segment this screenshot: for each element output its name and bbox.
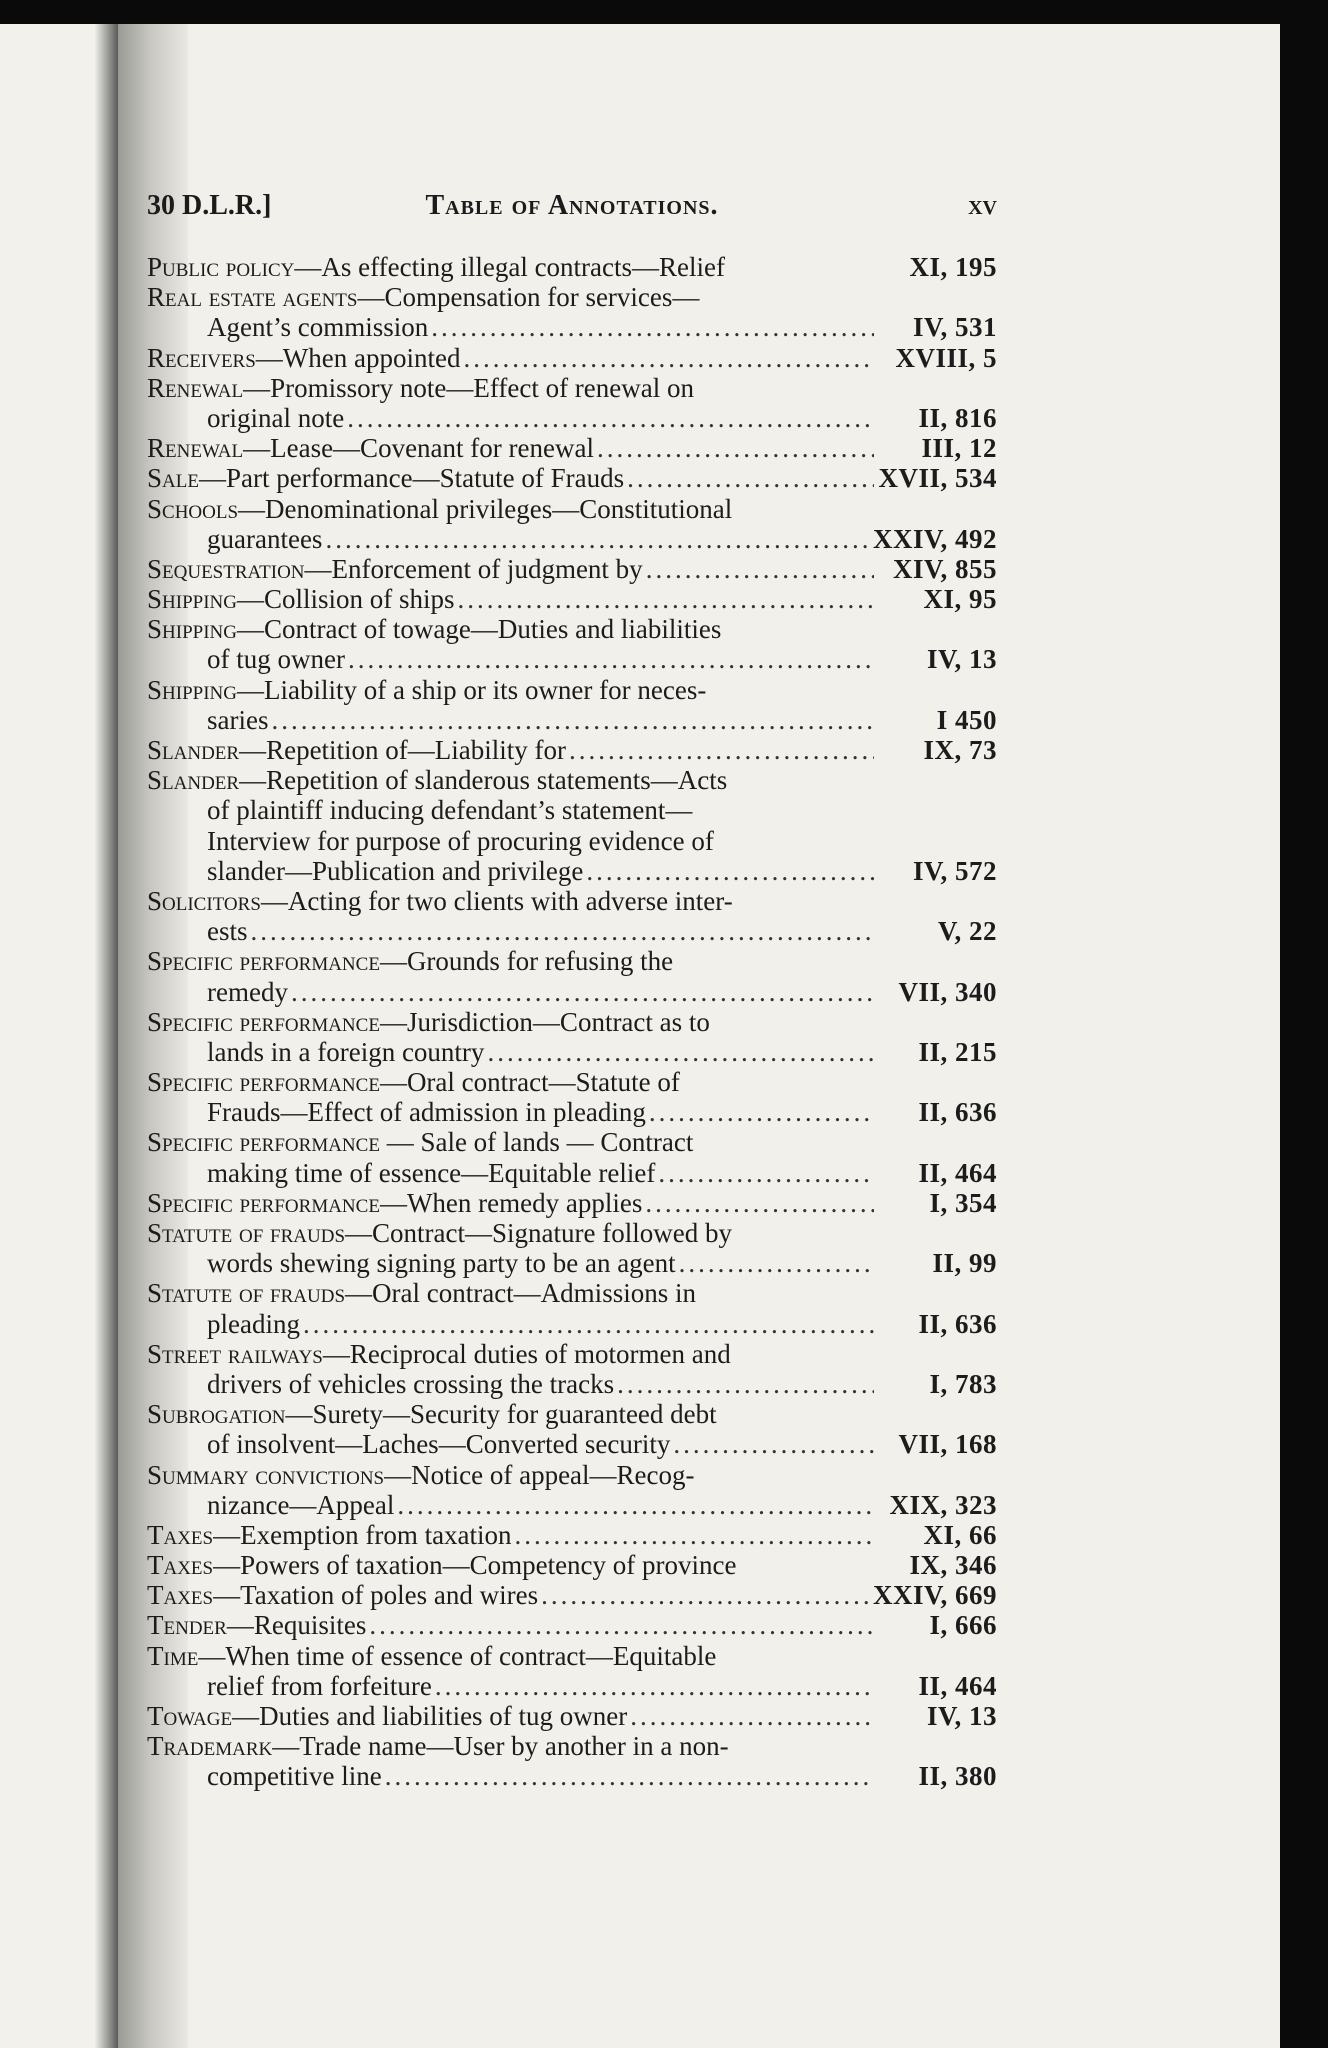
index-entry <box>147 1580 997 1610</box>
entry-keyword: Renewal <box>147 372 244 403</box>
dot-leader <box>569 735 874 765</box>
entry-description: —Contract of towage—Duties and liabilities <box>236 614 722 645</box>
entry-description: —Liability of a ship or its owner for neces- <box>236 674 707 705</box>
index-entry <box>147 1641 997 1701</box>
entry-description: of insolvent—Laches—Converted security <box>207 1429 671 1460</box>
volume-page-reference: XI, 66 <box>923 1519 997 1550</box>
entry-line <box>147 1580 997 1610</box>
index-entry <box>147 1339 997 1399</box>
entry-line <box>147 1641 997 1671</box>
entry-text <box>147 1731 729 1761</box>
entry-description: —Oral contract—Statute of <box>379 1067 680 1098</box>
entry-description: saries <box>207 704 269 735</box>
entry-line <box>147 1520 997 1550</box>
entry-line <box>147 735 997 765</box>
dot-leader <box>385 1761 874 1791</box>
entry-keyword: Shipping <box>147 674 237 705</box>
volume-page-reference: II, 816 <box>918 402 997 433</box>
entry-keyword: Taxes <box>147 1580 214 1611</box>
entry-description: —Compensation for services— <box>357 282 700 313</box>
entry-description: —Repetition of slanderous statements—Acts <box>239 765 728 796</box>
dot-leader <box>303 1309 874 1339</box>
entry-keyword: Trademark <box>147 1731 273 1762</box>
entry-text <box>207 312 428 342</box>
dot-leader <box>291 977 874 1007</box>
entry-description: —Collision of ships <box>236 584 455 615</box>
entry-line <box>147 1610 997 1640</box>
entry-text <box>207 1248 676 1278</box>
volume-page-reference: IV, 13 <box>926 1701 997 1731</box>
entry-continuation-line <box>147 1490 997 1520</box>
entry-text <box>207 1158 655 1188</box>
entry-line <box>147 886 997 916</box>
entry-text <box>207 705 268 735</box>
dot-leader <box>435 1671 874 1701</box>
entry-description: —Enforcement of judgment by <box>304 553 643 584</box>
volume-page-reference: II, 636 <box>918 1097 997 1128</box>
entry-continuation-line <box>147 1369 997 1399</box>
entry-description: Agent’s commission <box>207 312 429 343</box>
entry-description: —Grounds for refusing the <box>379 946 674 977</box>
entry-text <box>147 1218 732 1248</box>
index-entry <box>147 554 997 584</box>
index-entry <box>147 1188 997 1218</box>
entry-line <box>147 765 997 795</box>
entry-text <box>147 463 624 493</box>
volume-page-reference: II, 636 <box>918 1308 997 1339</box>
volume-page-reference: II, 464 <box>918 1157 997 1188</box>
index-entry <box>147 886 997 946</box>
index-entry <box>147 1520 997 1550</box>
entry-description: —Denominational privileges—Constitutional <box>238 493 733 524</box>
index-entry <box>147 1701 997 1731</box>
dot-leader <box>458 584 875 614</box>
entry-keyword: Solicitors <box>147 885 261 916</box>
entry-keyword: Street railways <box>147 1338 323 1369</box>
entry-text <box>147 1550 737 1580</box>
dot-leader <box>649 1097 874 1127</box>
dot-leader <box>673 1429 874 1459</box>
entry-description: drivers of vehicles crossing the tracks <box>207 1368 615 1399</box>
entry-text <box>207 1490 394 1520</box>
volume-page-reference: I, 354 <box>929 1187 997 1218</box>
dot-leader <box>617 1369 874 1399</box>
entry-line <box>147 343 997 373</box>
entry-description: —When appointed <box>255 342 461 373</box>
entry-keyword: Subrogation <box>147 1399 286 1430</box>
entry-text <box>207 826 714 856</box>
entry-description: — Sale of lands — Contract <box>379 1127 694 1158</box>
entry-description: —Notice of appeal—Recog- <box>384 1459 695 1490</box>
entry-keyword: Taxes <box>147 1519 214 1550</box>
entry-text <box>207 1309 300 1339</box>
dot-leader <box>627 463 874 493</box>
volume-page-reference: XIV, 855 <box>892 553 997 584</box>
entry-description: —Promissory note—Effect of renewal on <box>243 372 695 403</box>
entry-description: —Jurisdiction—Contract as to <box>379 1006 710 1037</box>
entry-text <box>147 1580 538 1610</box>
entry-text <box>207 1037 484 1067</box>
entry-description: —As effecting illegal contracts—Relief <box>294 252 725 282</box>
entry-keyword: Sequestration <box>147 553 305 584</box>
facing-page-edge <box>0 24 118 2048</box>
entry-line <box>147 584 997 614</box>
entry-line <box>147 1127 997 1157</box>
entry-keyword: Slander <box>147 765 240 796</box>
entry-text <box>147 1399 717 1429</box>
entry-text <box>147 1610 366 1640</box>
dot-leader <box>487 1037 874 1067</box>
dot-leader <box>597 433 874 463</box>
entry-text <box>147 886 733 916</box>
index-entry <box>147 735 997 765</box>
volume-page-reference: IX, 346 <box>909 1550 997 1581</box>
volume-page-reference: V, 22 <box>937 916 997 947</box>
entry-description: of plaintiff inducing defendant’s statement— <box>207 795 693 826</box>
volume-page-reference: IX, 73 <box>923 735 997 765</box>
entry-line <box>147 463 997 493</box>
entry-text <box>147 1278 696 1308</box>
volume-page-reference: XXIV, 669 <box>872 1580 997 1611</box>
index-entry <box>147 614 997 674</box>
entry-line <box>147 1188 997 1218</box>
volume-page-reference: IV, 572 <box>912 855 997 886</box>
section-title: Table of Annotations. <box>425 190 719 221</box>
entry-text <box>147 1641 716 1671</box>
entry-line <box>147 614 997 644</box>
entry-text <box>147 1520 512 1550</box>
entry-keyword: Real estate agents <box>147 282 358 313</box>
entry-description: —When time of essence of contract—Equitable <box>198 1640 717 1671</box>
entry-description: —When remedy applies <box>379 1187 643 1218</box>
volume-page-reference: II, 215 <box>918 1036 997 1067</box>
entry-description: Interview for purpose of procuring evidence of <box>207 825 714 856</box>
dot-leader <box>464 343 875 373</box>
entry-description: —Acting for two clients with adverse inter- <box>260 885 733 916</box>
entry-text <box>207 1671 432 1701</box>
entry-continuation-line <box>147 856 997 886</box>
entry-line <box>147 1399 997 1429</box>
entry-continuation-line <box>147 1158 997 1188</box>
entry-text <box>147 1701 627 1731</box>
entry-continuation-line <box>147 1429 997 1459</box>
volume-page-reference: II, 99 <box>932 1248 997 1279</box>
entry-line <box>147 433 997 463</box>
dot-leader <box>645 1188 874 1218</box>
entry-text <box>207 1761 382 1791</box>
index-entry <box>147 343 997 373</box>
index-entry <box>147 463 997 493</box>
entry-description: —Trade name—User by another in a non- <box>272 1731 729 1762</box>
entry-description: —Part performance—Statute of Frauds <box>198 463 625 494</box>
entry-description: —Repetition of—Liability for <box>239 735 567 765</box>
volume-page-reference: XI, 195 <box>909 252 997 282</box>
entry-description: —Powers of taxation—Competency of province <box>213 1550 737 1581</box>
entry-text <box>147 433 594 463</box>
index-entry <box>147 1550 997 1580</box>
entry-description: —Lease—Covenant for renewal <box>243 433 594 464</box>
entry-line <box>147 494 997 524</box>
entry-continuation-line <box>147 644 997 674</box>
entry-line <box>147 1339 997 1369</box>
entry-line <box>147 1460 997 1490</box>
page-header <box>147 190 997 230</box>
entry-text <box>147 1127 693 1157</box>
entry-text <box>147 946 673 976</box>
dot-leader <box>679 1248 874 1278</box>
entry-keyword: Slander <box>147 735 240 765</box>
entry-text <box>207 916 248 946</box>
dot-leader <box>369 1610 874 1640</box>
index-entry <box>147 946 997 1006</box>
volume-page-reference: I 450 <box>936 704 997 735</box>
entry-description: —Duties and liabilities of tug owner <box>232 1701 628 1731</box>
entry-continuation-line <box>147 1309 997 1339</box>
entry-description: ests <box>207 916 248 947</box>
entry-keyword: Taxes <box>147 1550 214 1581</box>
entry-line <box>147 1218 997 1248</box>
entry-keyword: Renewal <box>147 433 244 464</box>
entry-text <box>147 252 725 282</box>
entry-continuation-line <box>147 705 997 735</box>
entry-keyword: Specific performance <box>147 1187 380 1218</box>
entry-keyword: Specific performance <box>147 1006 380 1037</box>
entry-text <box>147 735 566 765</box>
entry-description: —Oral contract—Admissions in <box>345 1278 696 1309</box>
entry-description: making time of essence—Equitable relief <box>207 1157 656 1188</box>
volume-page-reference: III, 12 <box>921 433 997 464</box>
entry-keyword: Statute of frauds <box>147 1218 346 1248</box>
entry-description: competitive line <box>207 1761 382 1792</box>
entry-continuation-line <box>147 916 997 946</box>
entry-description: words shewing signing party to be an agent <box>207 1248 676 1279</box>
entry-description: nizance—Appeal <box>207 1489 395 1520</box>
entry-text <box>147 1067 680 1097</box>
entry-description: —Taxation of poles and wires <box>213 1580 539 1611</box>
entry-text <box>147 765 727 795</box>
entry-continuation-line <box>147 1037 997 1067</box>
entry-line <box>147 1278 997 1308</box>
entry-text <box>147 1460 695 1490</box>
dot-leader <box>586 856 874 886</box>
dot-leader <box>271 705 874 735</box>
entry-line <box>147 1550 997 1580</box>
index-entry <box>147 765 997 886</box>
index-entry <box>147 252 997 282</box>
volume-page-reference: VII, 340 <box>898 976 997 1007</box>
entry-description: —Surety—Security for guaranteed debt <box>285 1399 717 1430</box>
index-entry <box>147 1127 997 1187</box>
index-entry <box>147 373 997 433</box>
volume-page-reference: VII, 168 <box>898 1429 997 1460</box>
entry-keyword: Public policy <box>147 252 295 282</box>
entry-keyword: Specific performance <box>147 946 380 977</box>
entry-text <box>147 675 706 705</box>
entry-description: relief from forfeiture <box>207 1670 432 1701</box>
entry-description: —Reciprocal duties of motormen and <box>322 1338 731 1369</box>
entry-description: —Exemption from taxation <box>213 1519 512 1550</box>
entry-text <box>207 1429 670 1459</box>
entry-continuation-line <box>147 403 997 433</box>
index-entry <box>147 282 997 342</box>
volume-page-reference: XVII, 534 <box>878 463 997 494</box>
index-entry <box>147 1731 997 1791</box>
entry-text <box>147 1007 710 1037</box>
entry-line <box>147 675 997 705</box>
entry-description: original note <box>207 402 345 433</box>
entry-text <box>147 343 461 373</box>
entry-line <box>147 1701 997 1731</box>
entry-continuation-line <box>147 826 997 856</box>
entry-text <box>207 977 288 1007</box>
index-entry <box>147 494 997 554</box>
entry-line <box>147 282 997 312</box>
entry-keyword: Schools <box>147 493 239 524</box>
entry-keyword: Tender <box>147 1610 227 1641</box>
index-entry <box>147 1610 997 1640</box>
dot-leader <box>646 554 874 584</box>
entry-keyword: Summary convictions <box>147 1459 385 1490</box>
dot-leader <box>251 916 875 946</box>
entry-text <box>207 524 322 554</box>
entry-line <box>147 554 997 584</box>
dot-leader <box>515 1520 874 1550</box>
entry-text <box>147 554 643 584</box>
entry-continuation-line <box>147 1097 997 1127</box>
index-entry <box>147 1399 997 1459</box>
entry-line <box>147 373 997 403</box>
dot-leader <box>347 403 874 433</box>
entry-text <box>207 403 344 433</box>
volume-page-reference: I, 783 <box>929 1368 997 1399</box>
entry-keyword: Receivers <box>147 342 256 373</box>
entry-continuation-line <box>147 1671 997 1701</box>
volume-page-reference: XVIII, 5 <box>895 342 997 373</box>
dot-leader <box>658 1158 874 1188</box>
entry-text <box>147 373 694 403</box>
entry-keyword: Specific performance <box>147 1127 380 1158</box>
dot-leader <box>630 1701 874 1731</box>
dot-leader <box>325 524 870 554</box>
entry-continuation-line <box>147 1761 997 1791</box>
entry-line <box>147 1007 997 1037</box>
dot-leader <box>348 644 874 674</box>
entry-continuation-line <box>147 312 997 342</box>
entry-keyword: Shipping <box>147 614 237 645</box>
entry-text <box>147 282 699 312</box>
entry-continuation-line <box>147 977 997 1007</box>
entry-description: Frauds—Effect of admission in pleading <box>207 1097 646 1128</box>
entry-line <box>147 1067 997 1097</box>
entry-keyword: Time <box>147 1640 199 1671</box>
entry-line <box>147 1731 997 1761</box>
entry-continuation-line <box>147 524 997 554</box>
index-entry <box>147 1067 997 1127</box>
entry-keyword: Sale <box>147 463 199 494</box>
volume-page-reference: XIX, 323 <box>889 1489 997 1520</box>
entry-description: —Requisites <box>226 1610 367 1641</box>
entry-text <box>147 1339 731 1369</box>
index-entry <box>147 675 997 735</box>
volume-page-reference: IV, 13 <box>926 644 997 675</box>
entry-text <box>147 494 732 524</box>
running-head: 30 D.L.R.] <box>147 190 272 221</box>
index-entry <box>147 584 997 614</box>
entry-text <box>147 1188 642 1218</box>
page-number: xv <box>968 190 997 221</box>
volume-page-reference: XI, 95 <box>923 584 997 615</box>
entry-description: —Contract—Signature followed by <box>345 1218 732 1248</box>
entry-text <box>207 795 692 825</box>
index-entry <box>147 433 997 463</box>
entry-text <box>207 644 345 674</box>
entry-text <box>147 584 455 614</box>
index-entry <box>147 1007 997 1067</box>
volume-page-reference: II, 464 <box>918 1670 997 1701</box>
dot-leader <box>541 1580 870 1610</box>
annotations-index <box>147 252 997 1792</box>
entry-keyword: Towage <box>147 1701 233 1731</box>
entry-continuation-line <box>147 1248 997 1278</box>
entry-continuation-line <box>147 795 997 825</box>
entry-text <box>207 856 583 886</box>
entry-keyword: Statute of frauds <box>147 1278 346 1309</box>
entry-description: of tug owner <box>207 644 345 675</box>
entry-keyword: Specific performance <box>147 1067 380 1098</box>
volume-page-reference: IV, 531 <box>912 312 997 343</box>
volume-page-reference: II, 380 <box>918 1761 997 1792</box>
entry-description: remedy <box>207 976 288 1007</box>
dot-leader <box>397 1490 874 1520</box>
entry-text <box>207 1369 614 1399</box>
entry-line <box>147 252 997 282</box>
volume-page-reference: I, 666 <box>929 1610 997 1641</box>
index-entry <box>147 1278 997 1338</box>
entry-keyword: Shipping <box>147 584 237 615</box>
index-entry <box>147 1218 997 1278</box>
entry-description: lands in a foreign country <box>207 1036 485 1067</box>
volume-page-reference: XXIV, 492 <box>872 523 997 554</box>
dot-leader <box>431 312 874 342</box>
entry-description: guarantees <box>207 523 323 554</box>
entry-description: slander—Publication and privilege <box>207 855 584 886</box>
entry-text <box>147 614 721 644</box>
entry-text <box>207 1097 646 1127</box>
entry-line <box>147 946 997 976</box>
index-entry <box>147 1460 997 1520</box>
entry-description: pleading <box>207 1308 300 1339</box>
